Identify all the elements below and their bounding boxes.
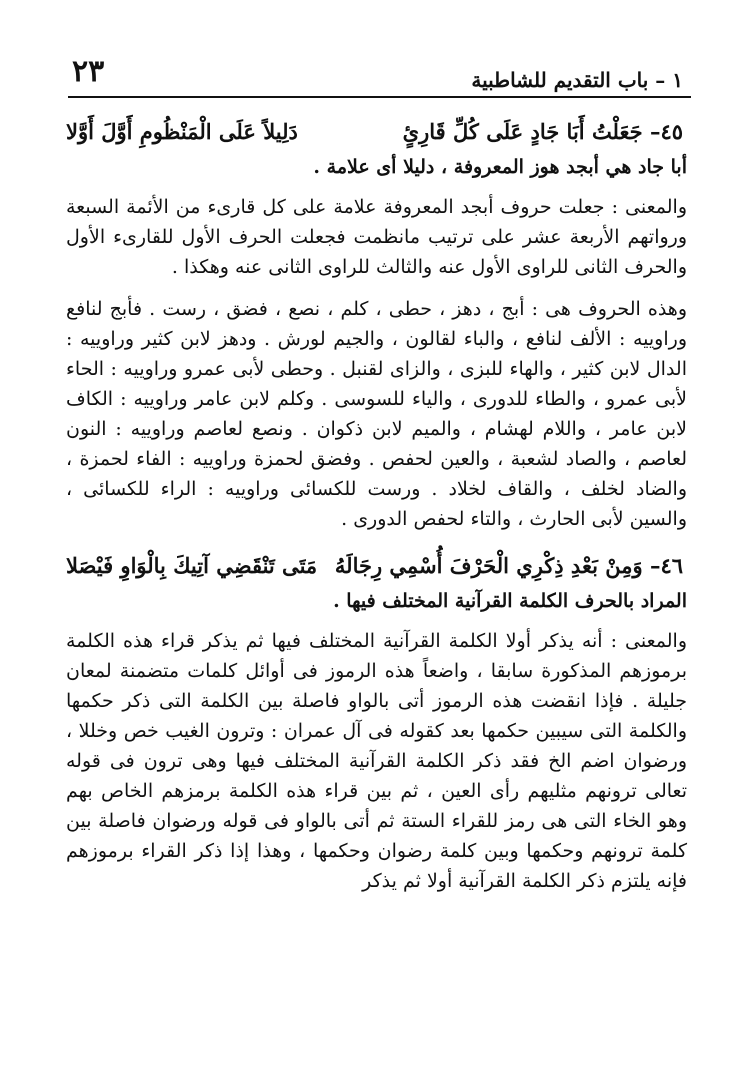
- header-rule: [68, 96, 691, 98]
- verse-45-meaning: والمعنى : جعلت حروف أبجد المعروفة علامة على كل قارىء من الأئمة السبعة ورواتهم الأربعة عشر على ترتيب مانظمت فجعلت الحرف الأول للقارىء الأول والحرف الثانى للراوى الأول عنه والثالث للراوى الثانى عنه وهكذا .: [66, 196, 687, 278]
- verse-46-first-text: وَمِنْ بَعْدِ ذِكْرِي الْحَرْفَ أُسْمِي رِجَالَهُ: [334, 553, 643, 578]
- letters-explanation: وهذه الحروف هى : أبج ، دهز ، حطى ، كلم ، نصع ، فضق ، رست . فأبج لنافع وراوييه : الألف لنافع ، والباء لقالون ، والجيم لورش . ودهز لابن كثير وراوييه : الدال لابن كثير ، والهاء للبزى ، والزاى لقنبل . وحطى لأبى عمرو وراوييه : الحاء لأبى عمرو ، والطاء للدورى ، والياء للسوسى . وكلم لابن عامر وراوييه : الكاف لابن عامر ، واللام لهشام ، والميم لابن ذكوان . ونصع لعاصم وراوييه : النون لعاصم ، والصاد لشعبة ، والعين لحفص . وفضق لحمزة وراوييه : الفاء لحمزة ، والضاد لخلف ، والقاف لخلاد . ورست للكسائى وراوييه : الراء للكسائى ، والسين لأبى الحارث ، والتاء لحفص الدورى .: [66, 298, 687, 530]
- verse-46-first-hemistich: [335, 546, 683, 586]
- verse-46: [66, 546, 687, 586]
- verse-45-gloss: أبا جاد هي أبجد هوز المعروفة ، دليلا أى علامة .: [313, 156, 687, 178]
- verse-46-number: ٤٦–: [649, 553, 683, 578]
- verse-45: [66, 112, 687, 152]
- running-title: ١ – باب التقديم للشاطبية: [471, 68, 683, 92]
- page-body: [66, 112, 687, 908]
- verse-46-second-hemistich: مَتَى تَنْقَضِي آتِيكَ بِالْوَاوِ فَيْصَلا: [66, 553, 318, 578]
- verse-45-first-text: جَعَلْتُ أَبَا جَادٍ عَلَى كُلِّ قَارِئٍ: [402, 119, 643, 144]
- verse-45-second-hemistich: دَلِيلاً عَلَى الْمَنْظُومِ أَوَّلَ أَوَّلا: [66, 119, 298, 144]
- verse-45-number: ٤٥–: [649, 119, 683, 144]
- verse-46-meaning: والمعنى : أنه يذكر أولا الكلمة القرآنية المختلف فيها ثم يذكر قراء هذه الكلمة برموزهم المذكورة سابقا ، واضعاً هذه الرموز فى أوائل كلمات متضمنة لمعان جليلة . فإذا انقضت هذه الرموز أتى بالواو فاصلة بين الكلمة التى ذكر حكمها والكلمة التى سيبين حكمها بعد كقوله فى آل عمران : وترون الغيب خص وخللا ، ورضوان اضم الخ فقد ذكر الكلمة القرآنية المختلف فيها وهى ترون فى قوله تعالى ترونهم مثليهم رأى العين ، ثم بين قراء هذه الكلمة برمزهم الخاص بهم وهو الخاء التى هى رمز للقراء الستة ثم أتى بالواو فى قوله ورضوان فاصلة بين كلمة ترونهم وحكمها وبين كلمة رضوان وحكمها ، وهذا إذا ذكر القراء برموزهم فإنه يلتزم ذكر الكلمة القرآنية أولا ثم يذكر: [66, 630, 687, 892]
- verse-45-first-hemistich: [403, 112, 683, 152]
- page-header: [72, 52, 683, 92]
- verse-46-gloss: المراد بالحرف الكلمة القرآنية المختلف فيها .: [333, 590, 687, 612]
- page-number: ٢٣: [72, 54, 105, 89]
